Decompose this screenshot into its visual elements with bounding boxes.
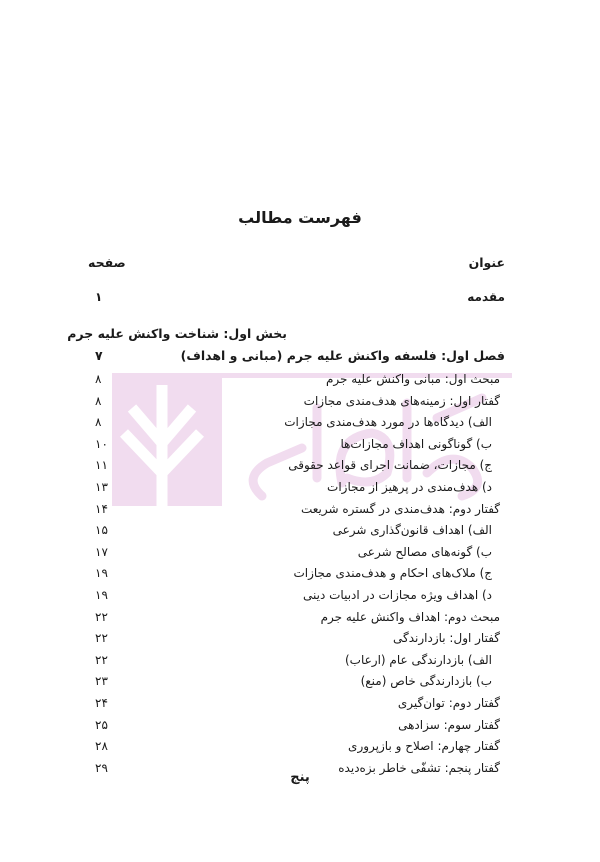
toc-entry[interactable] [95, 674, 492, 696]
toc-entry-intro[interactable] [95, 290, 505, 312]
page-number-footer: پنج [290, 770, 310, 785]
entry-page: ۱۹ [95, 566, 108, 581]
entry-label: گفتار دوم: هدف‌مندی در گستره شریعت [300, 501, 500, 516]
toc-entry[interactable] [95, 437, 492, 459]
toc-entry[interactable] [95, 631, 500, 653]
page-title: فهرست مطالب [238, 208, 362, 227]
toc-entry[interactable] [95, 372, 500, 394]
toc-entry[interactable] [95, 458, 492, 480]
part-label: بخش اول: شناخت واکنش علیه جرم [67, 326, 287, 341]
entry-label: گفتار سوم: سزادهی [398, 717, 500, 732]
toc-entry[interactable] [95, 610, 500, 632]
entry-page: ۱۹ [95, 588, 108, 602]
entry-label: د) هدف‌مندی در پرهیز از مجازات [327, 480, 492, 494]
entry-label: گفتار چهارم: اصلاح و بازپروری [348, 739, 500, 754]
entry-page: ۸ [95, 372, 102, 386]
entry-label: گفتار پنجم: تشفّی خاطر بزه‌دیده [338, 760, 500, 775]
entry-label: الف) دیدگاه‌ها در مورد هدف‌مندی مجازات [284, 415, 492, 430]
entry-page: ۷ [95, 348, 103, 363]
entry-page: ۸ [95, 393, 102, 408]
entry-page: ۱۱ [95, 458, 108, 473]
entry-page: ۱۵ [95, 523, 108, 538]
entry-page: ۲۲ [95, 609, 108, 624]
entry-page: ۲۲ [95, 631, 108, 646]
entry-label: ب) گوناگونی اهداف مجازات‌ها [340, 436, 492, 451]
entry-label: ج) مجازات، ضمانت اجرای قواعد حقوقی [288, 458, 492, 473]
toc-entry[interactable] [95, 415, 492, 437]
entry-page: ۱۷ [95, 544, 108, 559]
entry-label: الف) اهداف قانون‌گذاری شرعی [332, 523, 492, 538]
toc-entry[interactable] [95, 566, 492, 588]
entry-label: مبحث اول: مبانی واکنش علیه جرم [325, 372, 500, 386]
entry-page: ۱۴ [95, 501, 108, 516]
entry-page: ۲۳ [95, 674, 108, 689]
toc-entry[interactable] [95, 502, 500, 524]
toc-entry[interactable] [95, 588, 492, 610]
entry-label: ب) گونه‌های مصالح شرعی [357, 544, 492, 559]
entry-label: الف) بازدارندگی عام (ارعاب) [344, 652, 492, 667]
entry-page: ۱ [95, 290, 103, 304]
entry-label: فصل اول: فلسفه واکنش علیه جرم (مبانی و اهداف) [180, 348, 505, 363]
toc-entry[interactable] [95, 545, 492, 567]
entry-page: ۲۹ [95, 760, 108, 775]
entry-label: مبحث دوم: اهداف واکنش علیه جرم [320, 609, 500, 624]
entry-page: ۲۲ [95, 652, 108, 667]
entry-page: ۲۸ [95, 739, 108, 754]
toc-entry[interactable] [95, 653, 492, 675]
entry-page: ۱۰ [95, 436, 108, 451]
entry-label: گفتار دوم: توان‌گیری [397, 696, 500, 710]
toc-entry[interactable] [95, 480, 492, 502]
entry-page: ۲۵ [95, 717, 108, 732]
toc-entry-chapter[interactable] [95, 348, 505, 370]
toc-entry[interactable] [95, 761, 500, 783]
toc-entry[interactable] [95, 739, 500, 761]
entry-label: د) اهداف ویژه مجازات در ادبیات دینی [303, 588, 492, 602]
toc-entry[interactable] [95, 523, 492, 545]
entry-label: گفتار اول: زمینه‌های هدف‌مندی مجازات [303, 393, 500, 408]
toc-entry[interactable] [95, 394, 500, 416]
column-header-page: صفحه [88, 255, 126, 270]
column-header-title: عنوان [468, 255, 505, 270]
entry-label: گفتار اول: بازدارندگی [393, 631, 500, 646]
entry-page: ۲۴ [95, 696, 108, 710]
entry-page: ۸ [95, 415, 102, 430]
entry-label: مقدمه [467, 290, 505, 304]
toc-entry[interactable] [95, 696, 500, 718]
entry-page: ۱۳ [95, 480, 108, 494]
entry-label: ج) ملاک‌های احکام و هدف‌مندی مجازات [293, 566, 492, 581]
entry-label: ب) بازدارندگی خاص (منع) [360, 674, 492, 689]
toc-entry[interactable] [95, 718, 500, 740]
